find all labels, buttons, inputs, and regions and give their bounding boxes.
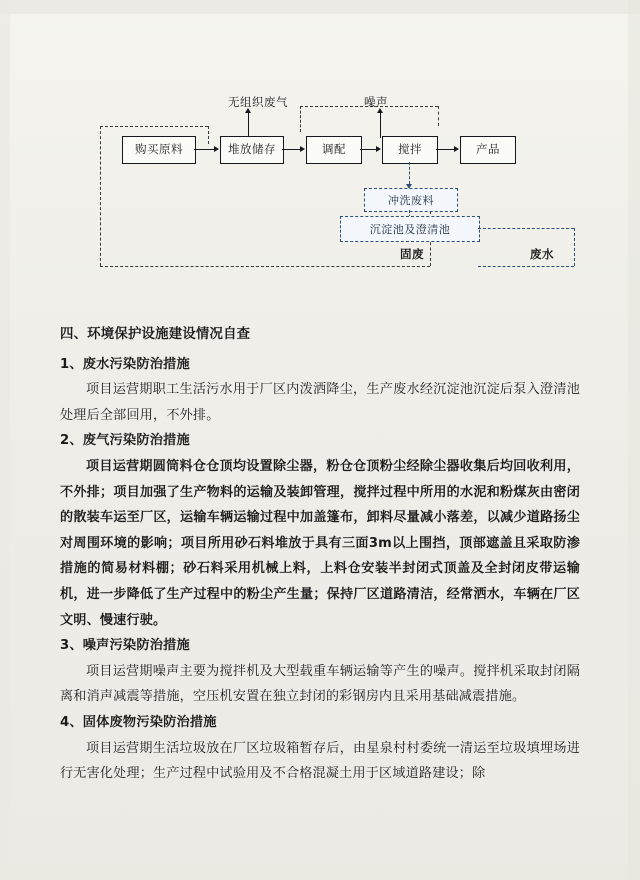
process-flow-diagram — [78, 88, 578, 288]
item-heading-2: 2、废气污染防治措施 — [60, 433, 190, 449]
page-edge-right — [628, 0, 640, 880]
arrow-blending-to-mixing — [376, 146, 381, 152]
item-heading-3: 3、噪声污染防治措施 — [60, 638, 190, 654]
node-mixing: 搅拌 — [382, 136, 438, 164]
item-paragraph-1: 项目运营期职工生活污水用于厂区内泼洒降尘，生产废水经沉淀池沉淀后泵入澄清池处理后全部回用，不外排。 — [60, 382, 580, 423]
waste-water-boundary-right — [574, 228, 575, 266]
waste-water-boundary-bottom — [478, 266, 574, 267]
label-fugitive-gas: 无组织废气 — [228, 95, 288, 109]
arrow-buy-to-storage — [214, 146, 219, 152]
noise-boundary-left — [300, 106, 301, 132]
arrow-storage-to-blending — [300, 146, 305, 152]
node-blending: 调配 — [306, 136, 362, 164]
label-solid-waste: 固废 — [400, 247, 424, 261]
solid-waste-boundary-bottom — [100, 266, 430, 267]
arrow-fugitive-up — [245, 108, 251, 113]
solid-waste-drop-1 — [208, 126, 209, 144]
line-noise-up — [380, 112, 381, 138]
line-fugitive-up — [248, 112, 249, 138]
node-wash-waste: 冲洗废料 — [364, 188, 458, 212]
solid-waste-boundary-left — [100, 126, 101, 266]
section-title: 四、环境保护设施建设情况自查 — [60, 327, 251, 342]
node-sedimentation-pond: 沉淀池及澄清池 — [340, 216, 480, 242]
page-edge-left — [0, 0, 10, 880]
item-paragraph-4: 项目运营期生活垃圾放在厂区垃圾箱暂存后，由星泉村村委统一清运至垃圾填埋场进行无害化处理；生产过程中试验用及不合格混凝土用于区域道路建设；除 — [60, 740, 580, 782]
line-mixing-to-product — [436, 149, 454, 150]
line-mixing-to-wash — [409, 162, 410, 184]
item-paragraph-3: 项目运营期噪声主要为搅拌机及大型载重车辆运输等产生的噪声。搅拌机采取封闭隔离和消声减震等措施，空压机安置在独立封闭的彩钢房内且采用基础减震措施。 — [60, 663, 580, 705]
node-buy-material: 购买原料 — [122, 136, 196, 164]
line-storage-to-blending — [282, 149, 300, 150]
solid-waste-boundary-top-left — [100, 126, 208, 127]
noise-boundary-right — [438, 106, 439, 126]
arrow-mixing-to-product — [454, 146, 459, 152]
node-storage: 堆放储存 — [220, 136, 284, 164]
line-blending-to-mixing — [360, 149, 376, 150]
label-noise: 噪声 — [364, 95, 388, 109]
line-buy-to-storage — [194, 149, 214, 150]
page-edge-bottom — [0, 864, 640, 880]
document-body — [60, 322, 580, 787]
label-waste-water: 废水 — [530, 247, 554, 261]
waste-water-boundary-top — [478, 228, 574, 229]
item-paragraph-2: 项目运营期圆筒料仓仓顶均设置除尘器，粉仓仓顶粉尘经除尘器收集后均回收利用，不外排；项目加强了生产物料的运输及装卸管理，搅拌过程中所用的水泥和粉煤灰由密闭的散装车运至厂区，运输车辆运输过程中加盖篷布，卸料尽量减小落差，以减少道路扬尘对周围环境的影响；项目所用砂石料堆放于具有三面3m以上围挡，顶部遮盖且采取防渗措施的简易材料棚；砂石料采用机械上料，上料仓安装半封闭式顶盖及全封闭皮带运输机，进一步降低了生产过程中的粉尘产生量；保持厂区道路清洁，经常洒水，车辆在厂区文明、慢速行驶。 — [60, 458, 580, 628]
item-heading-1: 1、废水污染防治措施 — [60, 356, 190, 372]
arrow-noise-up — [377, 108, 383, 113]
node-product: 产品 — [460, 136, 516, 164]
item-heading-4: 4、固体废物污染防治措施 — [60, 714, 217, 730]
page-edge-top — [0, 0, 640, 14]
